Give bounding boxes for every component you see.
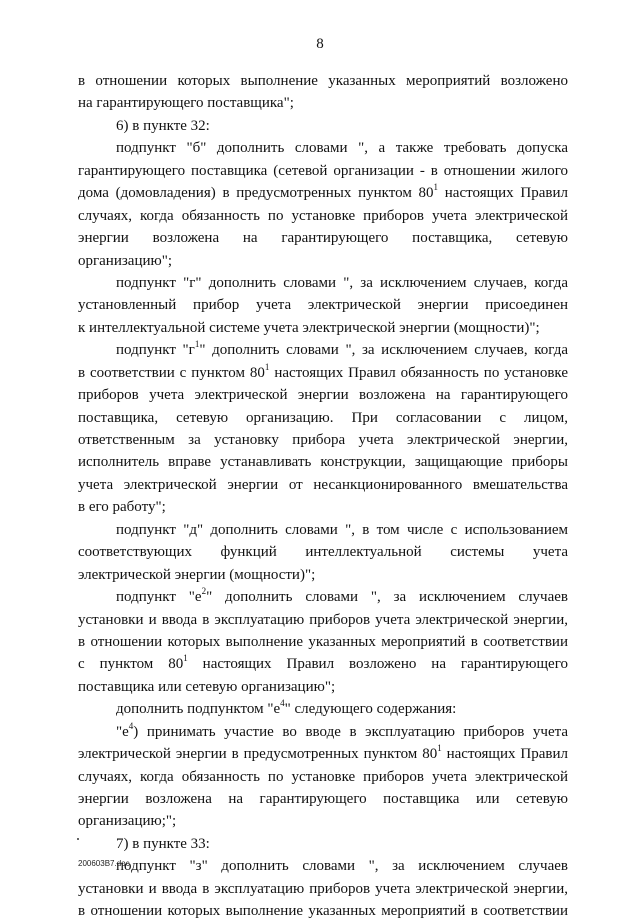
superscript: 1 — [194, 339, 200, 350]
text-segment: электрической энергии в предусмотренных пунктом 80 — [78, 746, 438, 763]
text-line — [78, 519, 568, 541]
text-segment: организацию"; — [78, 252, 172, 269]
text-segment: в отношении которых выполнение указанных мероприятий возложено — [78, 73, 568, 89]
text-segment: настоящих Правил — [438, 185, 568, 202]
text-segment: " следующего содержания: — [284, 701, 457, 718]
text-line — [78, 496, 568, 518]
text-line — [78, 137, 568, 159]
text-segment: подпункт "д" дополнить словами ", в том числе с использованием — [116, 521, 568, 538]
text-segment: энергии возложена на гарантирующего поставщика, сетевую — [78, 230, 568, 247]
superscript: 1 — [264, 361, 270, 372]
text-segment: настоящих Правил обязанность по установке — [269, 364, 568, 381]
footer-file-code: 200603В7.doc — [78, 859, 130, 868]
text-line — [78, 766, 568, 788]
text-line — [78, 474, 568, 496]
text-segment: установленный прибор учета электрической энергии присоединен — [78, 297, 568, 314]
text-line — [78, 182, 568, 204]
text-segment: в соответствии с пунктом 80 — [78, 364, 265, 381]
superscript: 4 — [128, 720, 134, 731]
text-line — [78, 272, 568, 294]
text-line — [78, 92, 568, 114]
text-line — [78, 698, 568, 720]
text-segment: случаях, когда обязанность по установке приборов учета электрической — [78, 207, 568, 224]
text-segment: подпункт "г" дополнить словами ", за исключением случаев, когда — [116, 274, 568, 291]
text-line — [78, 833, 568, 855]
superscript: 1 — [183, 653, 188, 664]
text-line — [78, 653, 568, 675]
text-segment: "е — [116, 723, 129, 740]
text-line — [78, 855, 568, 877]
text-segment: электрической энергии (мощности)"; — [78, 566, 316, 583]
text-line — [78, 429, 568, 451]
text-segment: случаях, когда обязанность по установке приборов учета электрической — [78, 768, 568, 785]
text-segment: поставщика, сетевую организацию. При согласовании с лицом, — [78, 409, 568, 426]
text-segment: к интеллектуальной системе учета электрической энергии (мощности)"; — [78, 319, 540, 336]
text-segment: подпункт "г — [116, 342, 195, 359]
text-line — [78, 451, 568, 473]
superscript: 1 — [433, 182, 439, 193]
text-segment: настоящих Правил — [441, 746, 568, 763]
text-segment: организацию;"; — [78, 813, 177, 830]
text-segment: ответственным за установку прибора учета электрической энергии, — [78, 432, 568, 448]
text-segment: настоящих Правил возложено на гарантирующего — [187, 656, 568, 673]
text-segment: " дополнить словами ", за исключением случаев, когда — [199, 342, 568, 359]
text-segment: гарантирующего поставщика (сетевой организации - в отношении жилого — [78, 162, 568, 179]
text-segment: поставщика или сетевую организацию"; — [78, 678, 336, 695]
text-line — [78, 160, 568, 182]
text-segment: ) принимать участие во вводе в эксплуатацию приборов учета — [133, 723, 568, 740]
text-segment: учета электрической энергии от несанкционированного вмешательства — [78, 476, 568, 493]
text-segment: установки и ввода в эксплуатацию приборов учета электрической энергии, — [78, 611, 568, 628]
text-line — [78, 810, 568, 832]
text-line — [78, 676, 568, 698]
text-line — [78, 250, 568, 272]
superscript: 1 — [437, 743, 442, 754]
text-segment: энергии возложена на гарантирующего поставщика или сетевую — [78, 791, 568, 807]
text-line — [78, 631, 568, 653]
margin-mark — [77, 838, 79, 840]
text-segment: в его работу"; — [78, 499, 166, 516]
text-segment: дома (домовладения) в предусмотренных пунктом 80 — [78, 185, 434, 202]
text-line — [78, 541, 568, 563]
text-segment: подпункт "е — [116, 589, 202, 606]
text-line — [78, 384, 568, 406]
text-segment: установки и ввода в эксплуатацию приборов учета электрической энергии, — [78, 880, 568, 897]
text-line — [78, 227, 568, 249]
text-line — [78, 743, 568, 765]
text-line — [78, 407, 568, 429]
text-segment: подпункт "б" дополнить словами ", а также требовать допуска — [116, 140, 568, 157]
text-line — [78, 878, 568, 900]
text-segment: исполнитель вправе устанавливать конструкции, защищающие приборы — [78, 454, 568, 471]
text-segment: 7) в пункте 33: — [116, 835, 210, 852]
text-segment: в отношении которых выполнение указанных мероприятий в соответствии — [78, 903, 568, 920]
text-line — [78, 115, 568, 137]
text-line — [78, 339, 568, 361]
text-segment: дополнить подпунктом "е — [116, 701, 281, 718]
superscript: 4 — [280, 698, 285, 709]
text-segment: в отношении которых выполнение указанных мероприятий в соответствии — [78, 633, 568, 650]
text-line — [78, 205, 568, 227]
text-segment: подпункт "з" дополнить словами ", за исключением случаев — [116, 858, 568, 875]
text-line — [78, 586, 568, 608]
text-segment: приборов учета электрической энергии возложена на гарантирующего — [78, 387, 568, 404]
text-segment: " дополнить словами ", за исключением случаев — [206, 589, 568, 606]
text-line — [78, 317, 568, 339]
text-line — [78, 900, 568, 922]
text-line — [78, 294, 568, 316]
text-segment: на гарантирующего поставщика"; — [78, 95, 294, 112]
text-line — [78, 564, 568, 586]
text-line — [78, 609, 568, 631]
text-segment: соответствующих функций интеллектуальной системы учета — [78, 544, 568, 561]
text-line — [78, 362, 568, 384]
text-line — [78, 788, 568, 810]
page-number: 8 — [316, 36, 324, 52]
text-segment: 6) в пункте 32: — [116, 117, 210, 134]
text-line — [78, 70, 568, 92]
superscript: 2 — [201, 586, 207, 597]
text-line — [78, 721, 568, 743]
document-body — [78, 70, 568, 923]
text-segment: с пунктом 80 — [78, 656, 184, 673]
